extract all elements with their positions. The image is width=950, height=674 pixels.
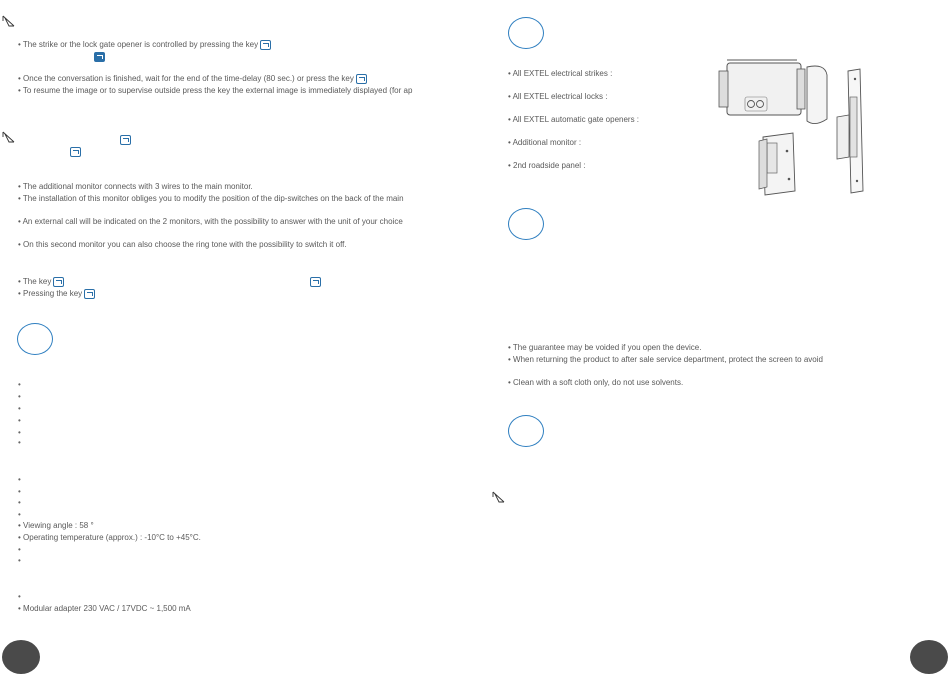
second-monitor-line: • On this second monitor you can also choose the ring tone with the possibility to switch it off. <box>18 240 347 249</box>
additional-line: • The additional monitor connects with 3 wires to the main monitor. <box>18 182 253 191</box>
key-button-icon <box>120 135 131 145</box>
empty-bullet: • <box>18 556 21 565</box>
key-button-icon <box>310 277 321 287</box>
key-button-icon <box>84 289 95 299</box>
installation-line: • The installation of this monitor obliges you to modify the position of the dip-switches on the back of the main <box>18 194 404 203</box>
empty-bullet: • <box>18 475 21 484</box>
empty-bullet: • <box>18 545 21 554</box>
section-circle-icon <box>17 323 53 355</box>
empty-bullet: • <box>18 428 21 437</box>
product-illustration <box>715 57 865 197</box>
section-circle-icon <box>508 415 544 447</box>
guarantee-returning: • When returning the product to after sale service department, protect the screen to avoid <box>508 355 823 364</box>
empty-bullet: • <box>18 498 21 507</box>
empty-bullet: • <box>18 592 21 601</box>
empty-bullet: • <box>18 404 21 413</box>
key-button-icon <box>260 40 271 50</box>
accessory-monitor: • Additional monitor : <box>508 138 582 147</box>
section-circle-icon <box>508 17 544 49</box>
viewing-angle-line: • Viewing angle : 58 ° <box>18 521 94 530</box>
empty-bullet: • <box>18 438 21 447</box>
conversation-line: • Once the conversation is finished, wait for the end of the time-delay (80 sec.) or press the key <box>18 74 367 84</box>
key-button-icon <box>94 52 105 62</box>
key-button-icon <box>53 277 64 287</box>
page-corner-tab <box>2 640 40 674</box>
empty-bullet: • <box>18 392 21 401</box>
empty-bullet: • <box>18 487 21 496</box>
guarantee-clean: • Clean with a soft cloth only, do not use solvents. <box>508 378 684 387</box>
accessory-gate: • All EXTEL automatic gate openers : <box>508 115 640 124</box>
warning-hand-icon <box>2 15 16 27</box>
empty-bullet: • <box>18 380 21 389</box>
empty-bullet: • <box>18 416 21 425</box>
warning-hand-icon <box>2 131 16 143</box>
empty-bullet: • <box>18 510 21 519</box>
thekey-line: • The key <box>18 277 64 287</box>
strike-line: • The strike or the lock gate opener is controlled by pressing the key <box>18 40 271 50</box>
accessory-roadside: • 2nd roadside panel : <box>508 161 586 170</box>
adapter-line: • Modular adapter 230 VAC / 17VDC ~ 1,500 mA <box>18 604 191 613</box>
warning-hand-icon <box>492 491 506 503</box>
accessory-locks: • All EXTEL electrical locks : <box>508 92 608 101</box>
key-button-icon <box>356 74 367 84</box>
key-button-icon <box>70 147 81 157</box>
page-corner-tab <box>910 640 948 674</box>
resume-line: • To resume the image or to supervise outside press the key the external image is immediately displayed (for ap <box>18 86 413 95</box>
accessory-strikes: • All EXTEL electrical strikes : <box>508 69 613 78</box>
pressing-line: • Pressing the key <box>18 289 95 299</box>
external-line: • An external call will be indicated on the 2 monitors, with the possibility to answer with the unit of your choice <box>18 217 403 226</box>
section-circle-icon <box>508 208 544 240</box>
operating-temp-line: • Operating temperature (approx.) : -10°C to +45°C. <box>18 533 201 542</box>
guarantee-voided: • The guarantee may be voided if you open the device. <box>508 343 702 352</box>
